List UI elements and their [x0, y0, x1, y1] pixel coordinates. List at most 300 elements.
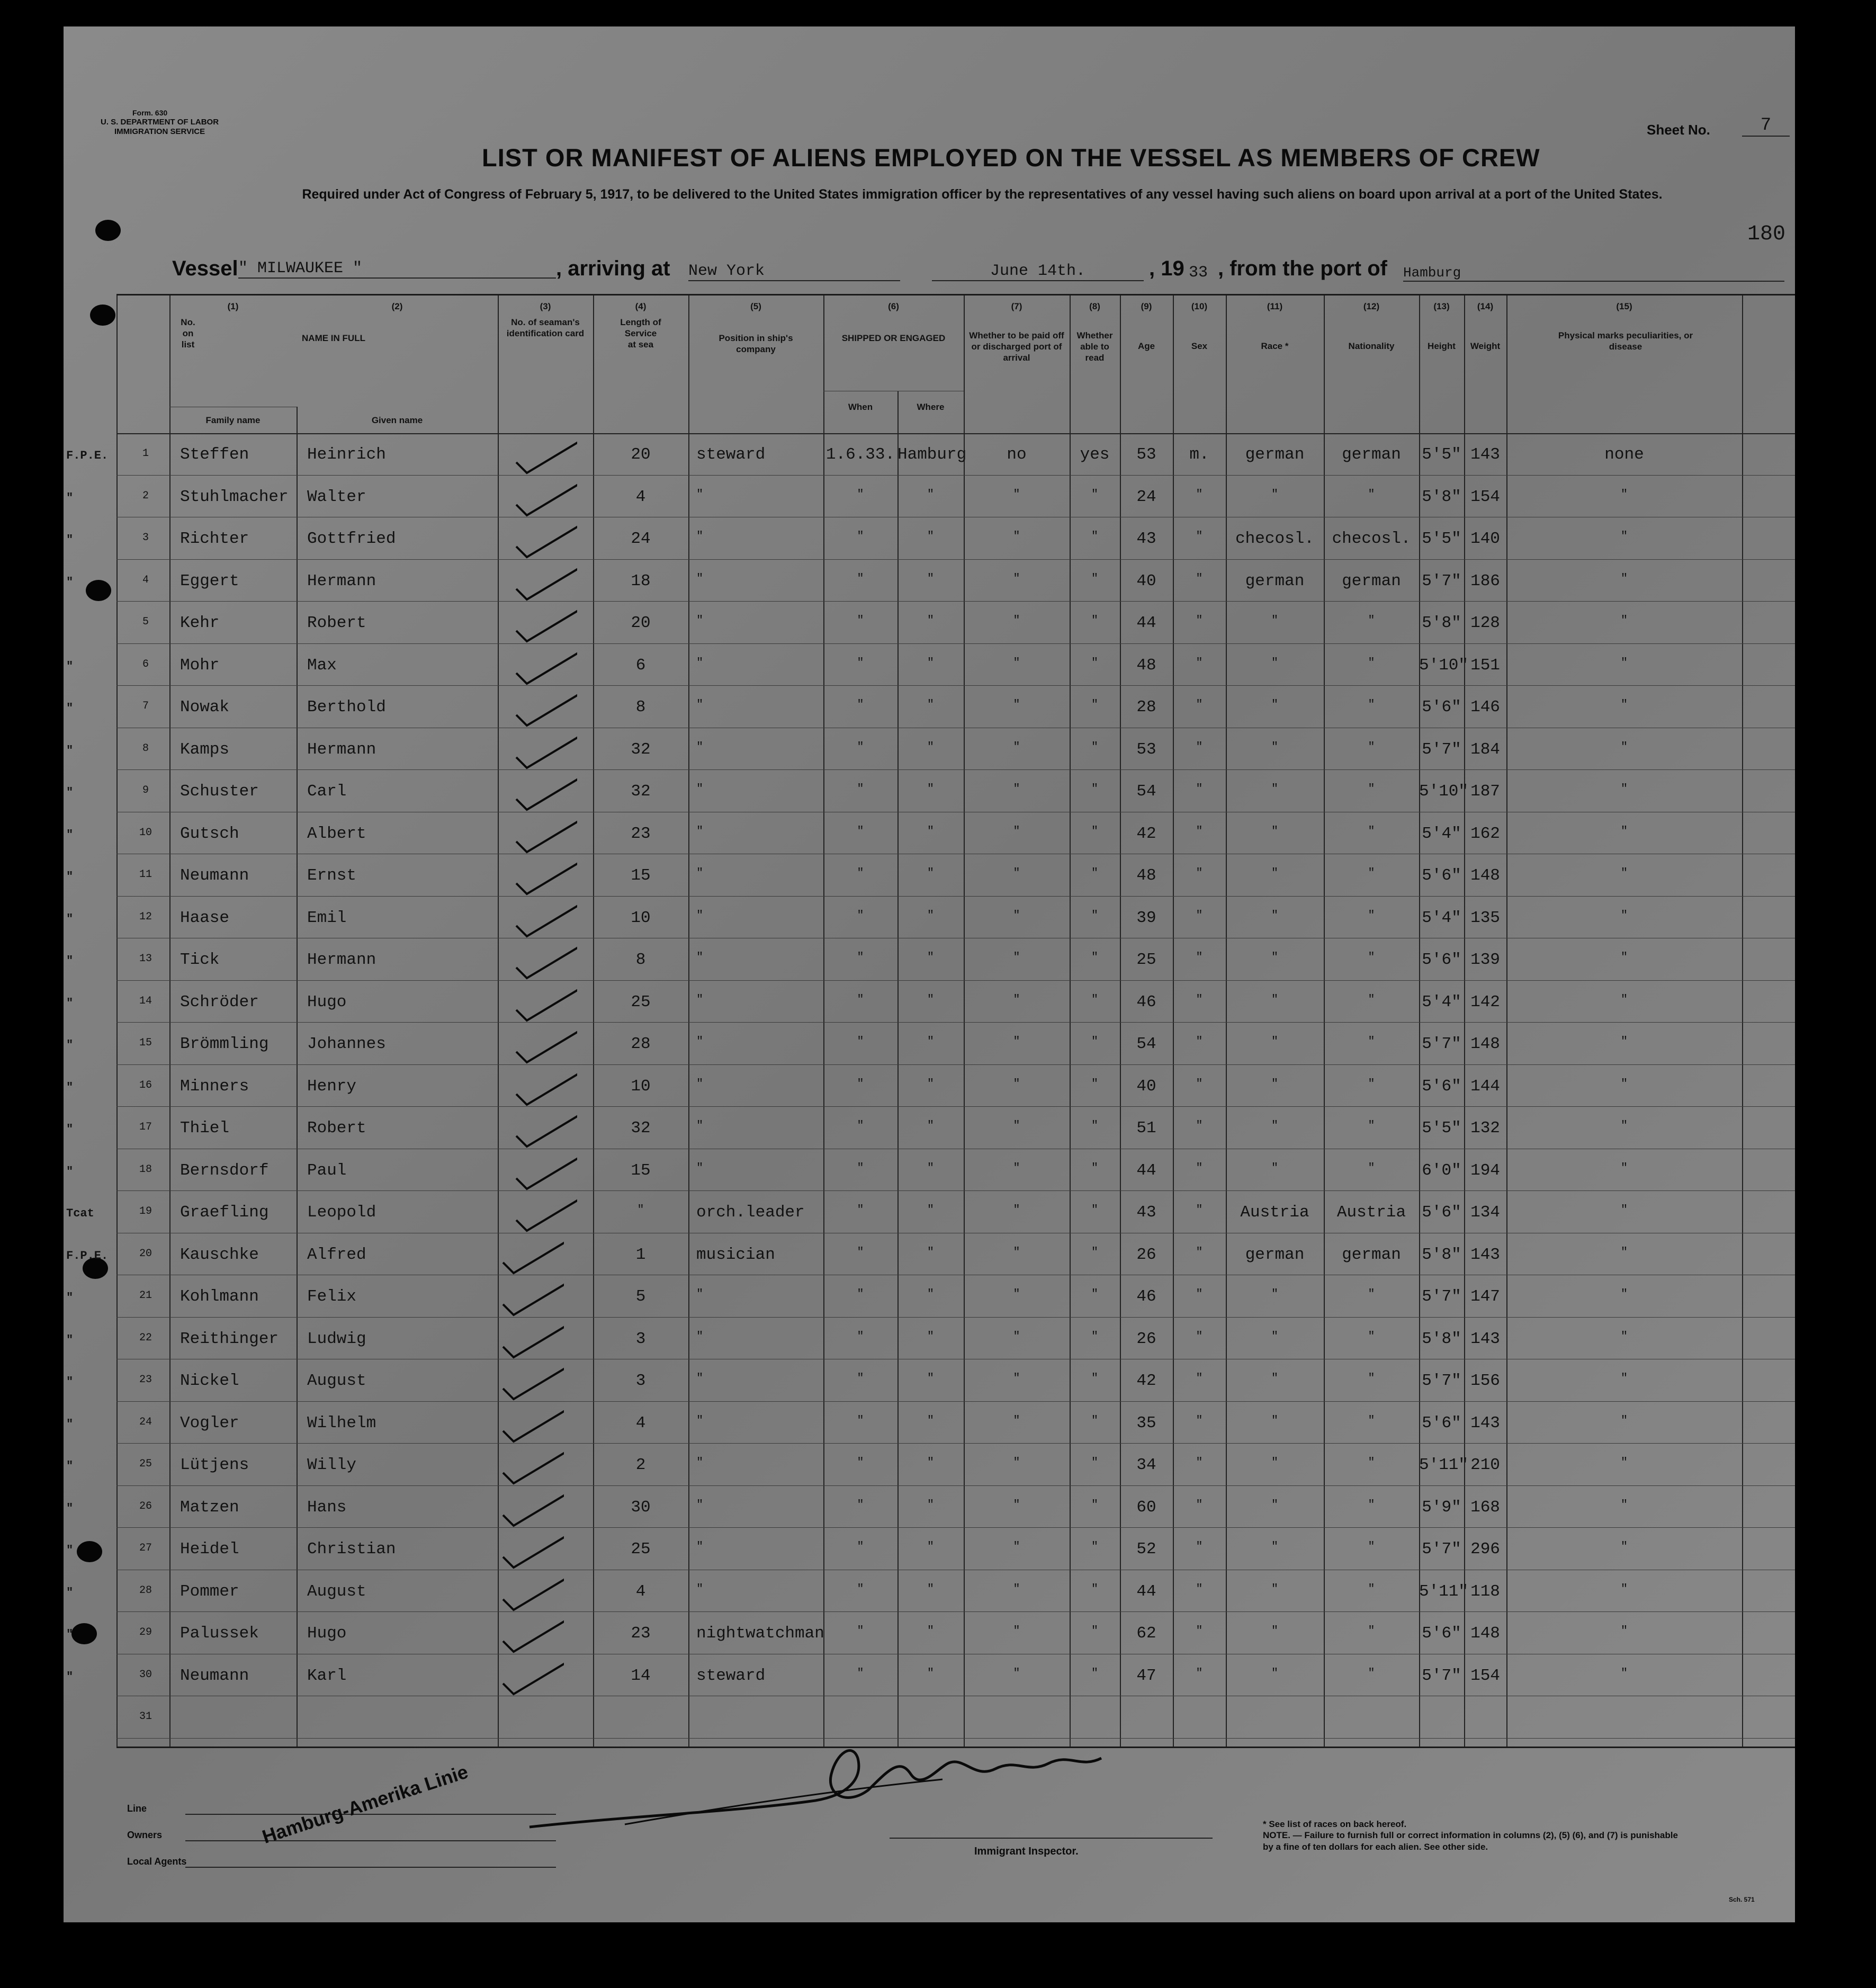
physical-marks-cell: " [1620, 1413, 1628, 1427]
weight-cell: 156 [1470, 1372, 1500, 1390]
row-number: 9 [142, 784, 149, 796]
able-to-read-cell: " [1091, 698, 1099, 711]
physical-marks-cell: " [1620, 614, 1628, 627]
physical-marks-cell: " [1620, 656, 1628, 669]
service-cell: 3 [635, 1329, 646, 1348]
checkmark-icon [514, 1070, 577, 1107]
row-rule [116, 643, 1795, 644]
family-name-cell: Matzen [180, 1498, 239, 1517]
shipped-where-cell: " [927, 1498, 935, 1511]
nationality-cell: " [1368, 1540, 1375, 1553]
able-to-read-cell: " [1091, 614, 1099, 627]
paid-off-cell: " [1013, 698, 1020, 711]
service-cell: 18 [631, 571, 651, 590]
race-cell: " [1271, 1456, 1279, 1469]
table-row [66, 773, 1795, 815]
given-name-cell: Ludwig [307, 1329, 366, 1348]
sex-cell: " [1196, 1666, 1203, 1680]
race-cell: " [1271, 1329, 1279, 1343]
shipped-when-cell: " [857, 698, 864, 711]
height-cell: 5'7" [1422, 1287, 1461, 1306]
weight-cell: 140 [1470, 530, 1500, 548]
paid-off-cell: " [1013, 951, 1020, 964]
table-row [66, 1446, 1795, 1489]
shipped-where-cell: " [927, 1077, 935, 1090]
sex-cell: " [1196, 1287, 1203, 1301]
col-header-when: When [848, 402, 873, 412]
service-cell: 14 [631, 1666, 651, 1685]
given-name-cell: Hermann [307, 951, 376, 969]
able-to-read-cell: " [1091, 866, 1099, 880]
family-name-cell: Heidel [180, 1540, 239, 1559]
weight-cell: 148 [1470, 1035, 1500, 1053]
family-name-cell: Kohlmann [180, 1287, 259, 1306]
shipped-when-cell: " [857, 1161, 864, 1175]
inspector-signature [519, 1737, 1112, 1838]
physical-marks-cell: " [1620, 1582, 1628, 1596]
from-label: , from the port of [1218, 257, 1387, 280]
department-label: U. S. DEPARTMENT OF LABOR [101, 118, 219, 127]
given-name-cell: Henry [307, 1077, 357, 1096]
left-margin-mark: " [66, 1165, 74, 1178]
family-name-cell: Eggert [180, 571, 239, 590]
physical-marks-cell: " [1620, 1161, 1628, 1175]
able-to-read-cell: " [1091, 1540, 1099, 1553]
nationality-cell: " [1368, 1287, 1375, 1301]
service-cell: 5 [635, 1287, 646, 1306]
physical-marks-cell: " [1620, 908, 1628, 922]
position-cell: " [696, 1077, 704, 1090]
col-header-weight: Weight [1470, 341, 1501, 351]
col-header-age: Age [1137, 341, 1155, 351]
row-rule [116, 1190, 1795, 1191]
shipped-when-cell: " [857, 530, 864, 543]
race-cell: " [1271, 1372, 1279, 1385]
height-cell: 5'10" [1419, 656, 1469, 675]
height-cell: 5'7" [1422, 740, 1461, 759]
col-number-7: (7) [1011, 301, 1022, 311]
race-cell: " [1271, 614, 1279, 627]
table-row [66, 1194, 1795, 1236]
position-cell: " [696, 866, 704, 880]
paid-off-cell: " [1013, 1287, 1020, 1301]
page-number: 180 [1747, 222, 1786, 246]
shipped-when-cell: " [857, 908, 864, 922]
checkmark-icon [514, 775, 577, 812]
height-cell: 5'9" [1422, 1498, 1461, 1517]
physical-marks-cell: " [1620, 1540, 1628, 1553]
company-stamp: Hamburg-Amerika Linie [259, 1760, 471, 1848]
checkmark-icon [514, 1196, 577, 1233]
position-cell: " [696, 1035, 704, 1048]
row-number: 18 [139, 1163, 152, 1176]
col-number-3: (3) [540, 301, 551, 311]
able-to-read-cell: " [1091, 740, 1099, 754]
age-cell: 62 [1136, 1624, 1156, 1643]
position-cell: " [696, 530, 704, 543]
able-to-read-cell: " [1091, 1161, 1099, 1175]
shipped-where-cell: " [927, 824, 935, 838]
able-to-read-cell: " [1091, 1245, 1099, 1259]
physical-marks-cell: " [1620, 1498, 1628, 1511]
left-margin-mark: " [66, 702, 74, 715]
paid-off-cell: " [1013, 1245, 1020, 1259]
shipped-when-cell: " [857, 1245, 864, 1259]
shipped-when-cell: " [857, 1329, 864, 1343]
shipped-where-cell: " [927, 487, 935, 501]
row-rule [116, 1611, 1795, 1612]
height-cell: 5'10" [1419, 782, 1469, 801]
paid-off-cell: " [1013, 614, 1020, 627]
position-cell: " [696, 951, 704, 964]
service-cell: 25 [631, 992, 651, 1011]
height-cell: 5'6" [1422, 951, 1461, 969]
family-name-cell: Haase [180, 908, 230, 927]
height-cell: 5'7" [1422, 1540, 1461, 1559]
position-cell: " [696, 698, 704, 711]
race-cell: " [1271, 992, 1279, 1006]
race-cell: " [1271, 1624, 1279, 1637]
shipped-where-cell: " [927, 866, 935, 880]
age-cell: 42 [1136, 1372, 1156, 1390]
checkmark-icon [500, 1239, 564, 1276]
physical-marks-cell: " [1620, 782, 1628, 795]
age-cell: 47 [1136, 1666, 1156, 1685]
shipped-when-cell: " [857, 1540, 864, 1553]
able-to-read-cell: " [1091, 908, 1099, 922]
physical-marks-cell: " [1620, 1372, 1628, 1385]
age-cell: 53 [1136, 445, 1156, 464]
arrival-date: June 14th. [932, 262, 1144, 281]
shipped-when-cell: " [857, 1119, 864, 1132]
height-cell: 5'11" [1419, 1582, 1469, 1601]
service-cell: 25 [631, 1540, 651, 1559]
sex-cell: " [1196, 740, 1203, 754]
crew-table [66, 294, 1795, 1748]
paid-off-cell: " [1013, 1329, 1020, 1343]
given-name-cell: Christian [307, 1540, 396, 1559]
given-name-cell: Hermann [307, 740, 376, 759]
row-number: 31 [139, 1711, 152, 1723]
nationality-cell: " [1368, 1035, 1375, 1048]
nationality-cell: german [1342, 1245, 1401, 1264]
able-to-read-cell: " [1091, 1372, 1099, 1385]
weight-cell: 148 [1470, 866, 1500, 885]
shipped-where-cell: " [927, 951, 935, 964]
row-number: 17 [139, 1121, 152, 1133]
punch-hole [86, 580, 111, 601]
row-number: 23 [139, 1374, 152, 1386]
arriving-label: , arriving at [556, 257, 670, 280]
col-header-service: Length of Service at sea [620, 317, 661, 350]
manifest-sheet [64, 26, 1795, 1922]
service-cell: 23 [631, 824, 651, 843]
given-name-cell: Robert [307, 1119, 366, 1138]
sex-cell: " [1196, 992, 1203, 1006]
age-cell: 53 [1136, 740, 1156, 759]
service-cell: 24 [631, 530, 651, 548]
col-header-marks: Physical marks peculiarities, or disease [1558, 330, 1693, 352]
age-cell: 51 [1136, 1119, 1156, 1138]
row-number: 10 [139, 826, 152, 839]
row-number: 1 [142, 447, 149, 460]
age-cell: 40 [1136, 1077, 1156, 1096]
checkmark-icon [514, 818, 577, 855]
paid-off-cell: " [1013, 992, 1020, 1006]
col-number-14: (14) [1477, 301, 1494, 311]
race-cell: " [1271, 1413, 1279, 1427]
shipped-where-cell: " [927, 1582, 935, 1596]
able-to-read-cell: " [1091, 1624, 1099, 1637]
service-cell: 10 [631, 908, 651, 927]
race-cell: " [1271, 1035, 1279, 1048]
checkmark-icon [500, 1617, 564, 1654]
able-to-read-cell: " [1091, 1203, 1099, 1216]
given-name-cell: Gottfried [307, 530, 396, 548]
age-cell: 48 [1136, 656, 1156, 675]
service-cell: 10 [631, 1077, 651, 1096]
table-row [66, 899, 1795, 942]
age-cell: 48 [1136, 866, 1156, 885]
sex-cell: " [1196, 951, 1203, 964]
col-header-height: Height [1428, 341, 1456, 351]
age-cell: 52 [1136, 1540, 1156, 1559]
table-row [66, 815, 1795, 857]
left-margin-mark: " [66, 744, 74, 757]
race-cell: Austria [1240, 1203, 1309, 1222]
sex-cell: " [1196, 614, 1203, 627]
given-name-cell: Robert [307, 614, 366, 632]
left-margin-mark: " [66, 1586, 74, 1599]
sex-cell: " [1196, 1077, 1203, 1090]
left-margin-mark: " [66, 1375, 74, 1389]
height-cell: 5'6" [1422, 1203, 1461, 1222]
table-row [66, 941, 1795, 983]
race-cell: " [1271, 1161, 1279, 1175]
age-cell: 44 [1136, 614, 1156, 632]
sex-cell: " [1196, 1372, 1203, 1385]
weight-cell: 296 [1470, 1540, 1500, 1559]
row-rule [116, 475, 1795, 476]
shipped-when-cell: " [857, 740, 864, 754]
age-cell: 54 [1136, 1035, 1156, 1053]
col-number-13: (13) [1433, 301, 1450, 311]
family-name-cell: Graefling [180, 1203, 269, 1222]
race-cell: checosl. [1235, 530, 1314, 548]
row-number: 28 [139, 1584, 152, 1597]
sex-cell: " [1196, 1329, 1203, 1343]
height-cell: 6'0" [1422, 1161, 1461, 1180]
family-name-cell: Brömmling [180, 1035, 269, 1053]
age-cell: 42 [1136, 824, 1156, 843]
paid-off-cell: " [1013, 1666, 1020, 1680]
height-cell: 5'7" [1422, 1372, 1461, 1390]
height-cell: 5'7" [1422, 1666, 1461, 1685]
shipped-where-cell: " [927, 1119, 935, 1132]
sheet-number: 7 [1742, 115, 1790, 137]
left-margin-mark: F.P.E. [66, 1249, 109, 1262]
position-cell: " [696, 824, 704, 838]
punch-hole [90, 305, 115, 326]
physical-marks-cell: " [1620, 1035, 1628, 1048]
table-row [66, 731, 1795, 773]
shipped-where-cell: " [927, 1203, 935, 1216]
nationality-cell: " [1368, 487, 1375, 501]
shipped-when-cell: " [857, 866, 864, 880]
nationality-cell: " [1368, 656, 1375, 669]
able-to-read-cell: " [1091, 1666, 1099, 1680]
table-row [66, 1615, 1795, 1657]
service-cell: 8 [635, 698, 646, 717]
col-number-1: (1) [227, 301, 239, 311]
row-number: 4 [142, 574, 149, 586]
position-cell: orch.leader [696, 1203, 805, 1222]
row-rule [116, 685, 1795, 686]
service-cell: 3 [635, 1372, 646, 1390]
table-row [66, 1236, 1795, 1278]
nationality-cell: " [1368, 1119, 1375, 1132]
weight-cell: 139 [1470, 951, 1500, 969]
row-rule [116, 1317, 1795, 1318]
age-cell: 40 [1136, 571, 1156, 590]
position-cell: " [696, 908, 704, 922]
physical-marks-cell: " [1620, 1245, 1628, 1259]
able-to-read-cell: " [1091, 782, 1099, 795]
row-number: 19 [139, 1205, 152, 1217]
left-margin-mark: F.P.E. [66, 449, 109, 462]
family-name-cell: Gutsch [180, 824, 239, 843]
weight-cell: 186 [1470, 571, 1500, 590]
left-margin-mark: " [66, 786, 74, 799]
paid-off-cell: " [1013, 1582, 1020, 1596]
position-cell: musician [696, 1245, 775, 1264]
race-cell: " [1271, 824, 1279, 838]
shipped-where-cell: " [927, 1624, 935, 1637]
row-number: 7 [142, 700, 149, 712]
checkmark-icon [514, 986, 577, 1023]
checkmark-icon [514, 902, 577, 939]
arriving-port: New York [688, 262, 900, 281]
table-row [66, 1362, 1795, 1404]
family-name-cell: Vogler [180, 1413, 239, 1432]
nationality-cell: " [1368, 1666, 1375, 1680]
shipped-where-cell: " [927, 1413, 935, 1427]
weight-cell: 132 [1470, 1119, 1500, 1138]
weight-cell: 143 [1470, 1413, 1500, 1432]
from-port: Hamburg [1403, 265, 1784, 282]
shipped-where-cell: " [927, 740, 935, 754]
left-margin-mark: " [66, 1291, 74, 1304]
given-name-cell: Hans [307, 1498, 347, 1517]
shipped-where-cell: " [927, 908, 935, 922]
checkmark-icon [514, 649, 577, 686]
col-header-read: Whether able to read [1076, 330, 1113, 363]
shipped-when-cell: " [857, 1413, 864, 1427]
nationality-cell: " [1368, 1161, 1375, 1175]
physical-marks-cell: " [1620, 1329, 1628, 1343]
shipped-where-cell: " [927, 1372, 935, 1385]
shipped-when-cell: " [857, 1035, 864, 1048]
race-cell: " [1271, 908, 1279, 922]
nationality-cell: " [1368, 1456, 1375, 1469]
owners-field [185, 1840, 556, 1841]
nationality-cell: " [1368, 1077, 1375, 1090]
race-cell: " [1271, 698, 1279, 711]
row-number: 12 [139, 910, 152, 923]
physical-marks-cell: " [1620, 530, 1628, 543]
height-cell: 5'5" [1422, 1119, 1461, 1138]
able-to-read-cell: " [1091, 824, 1099, 838]
row-number: 29 [139, 1626, 152, 1638]
table-row [116, 604, 1795, 647]
height-cell: 5'5" [1422, 445, 1461, 464]
paid-off-cell: " [1013, 1540, 1020, 1553]
paid-off-cell: " [1013, 571, 1020, 585]
family-name-cell: Tick [180, 951, 220, 969]
given-name-cell: August [307, 1372, 366, 1390]
row-number: 21 [139, 1289, 152, 1302]
nationality-cell: " [1368, 866, 1375, 880]
position-cell: " [696, 740, 704, 754]
able-to-read-cell: " [1091, 951, 1099, 964]
shipped-when-cell: " [857, 571, 864, 585]
nationality-cell: " [1368, 1372, 1375, 1385]
shipped-when-cell: " [857, 1582, 864, 1596]
col-header-paidoff: Whether to be paid off or discharged port of arrival [969, 330, 1064, 363]
nationality-cell: " [1368, 782, 1375, 795]
checkmark-icon [500, 1575, 564, 1613]
service-cell: 15 [631, 1161, 651, 1180]
table-row [66, 1109, 1795, 1152]
family-name-cell: Nowak [180, 698, 230, 717]
family-name-cell: Kehr [180, 614, 220, 632]
weight-cell: 154 [1470, 1666, 1500, 1685]
left-margin-mark: " [66, 1544, 74, 1557]
height-cell: 5'6" [1422, 1413, 1461, 1432]
checkmark-icon [500, 1660, 564, 1697]
physical-marks-cell: " [1620, 1203, 1628, 1216]
left-margin-mark: Tcat [66, 1207, 94, 1220]
given-name-cell: Heinrich [307, 445, 386, 464]
sex-cell: " [1196, 487, 1203, 501]
family-name-cell: Minners [180, 1077, 249, 1096]
physical-marks-cell: " [1620, 698, 1628, 711]
height-cell: 5'8" [1422, 487, 1461, 506]
paid-off-cell: " [1013, 1161, 1020, 1175]
height-cell: 5'4" [1422, 824, 1461, 843]
col-header-shipped: SHIPPED OR ENGAGED [841, 333, 946, 343]
nationality-cell: " [1368, 614, 1375, 627]
position-cell: " [696, 571, 704, 585]
left-margin-mark: " [66, 1670, 74, 1683]
row-rule [116, 980, 1795, 981]
weight-cell: 144 [1470, 1077, 1500, 1096]
paid-off-cell: " [1013, 740, 1020, 754]
row-number: 27 [139, 1542, 152, 1554]
position-cell: " [696, 1582, 704, 1596]
sheet-label: Sheet No. [1647, 122, 1710, 138]
sex-cell: " [1196, 571, 1203, 585]
service-cell: 2 [635, 1456, 646, 1474]
left-margin-mark: " [66, 1628, 74, 1641]
col-header-race: Race * [1261, 341, 1289, 351]
row-number: 22 [139, 1331, 152, 1344]
paid-off-cell: " [1013, 782, 1020, 795]
given-name-cell: Hugo [307, 992, 347, 1011]
shipped-when-cell: " [857, 1203, 864, 1216]
race-cell: " [1271, 1498, 1279, 1511]
row-number: 16 [139, 1079, 152, 1091]
